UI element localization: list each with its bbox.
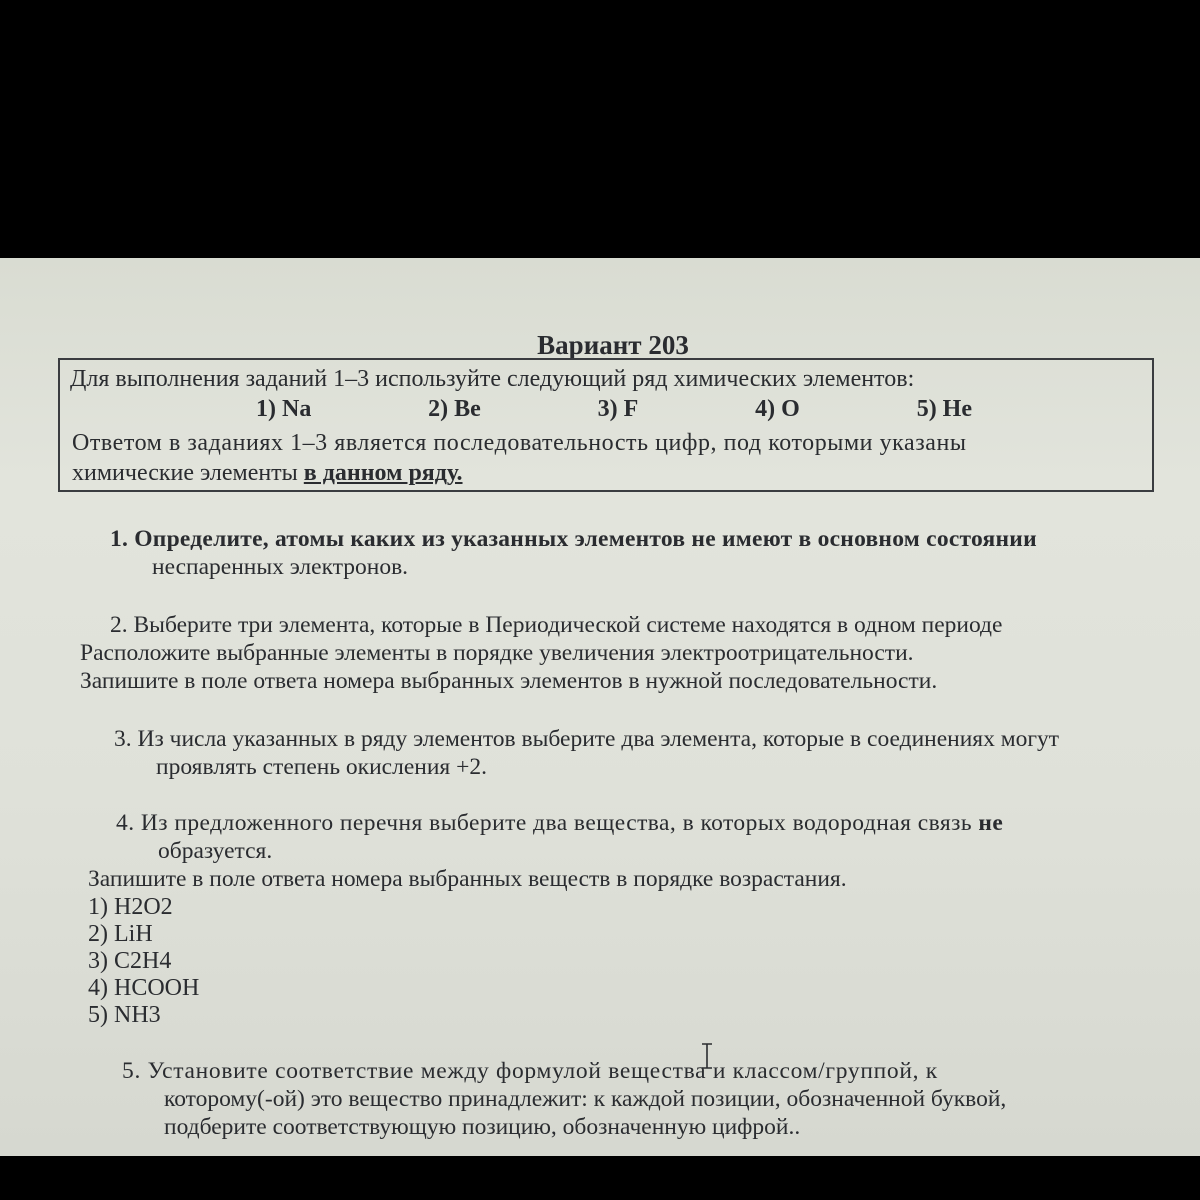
question-2-line1: 2. Выберите три элемента, которые в Периодической системе находятся в одном периоде xyxy=(110,612,1003,638)
question-5-line3: подберите соответствующую позицию, обозначенную цифрой.. xyxy=(164,1114,801,1140)
variant-title: Вариант 203 xyxy=(537,330,689,360)
question-1-line1: 1. Определите, атомы каких из указанных элементов не имеют в основном состоянии xyxy=(110,526,1037,552)
question-4-option-2: 2) LiH xyxy=(88,921,153,947)
element-list xyxy=(256,396,972,423)
element-1: 1) Na xyxy=(256,396,312,422)
box-answer-line2-bold: в данном ряду. xyxy=(303,460,463,486)
question-4-line2: образуется. xyxy=(158,838,273,864)
box-answer-line2-plain: химические элементы xyxy=(72,460,304,486)
instructions-box xyxy=(58,358,1154,492)
question-5-line2: которому(-ой) это вещество принадлежит: к каждой позиции, обозначенной буквой, xyxy=(164,1086,1007,1112)
box-answer-line2 xyxy=(72,460,463,487)
question-4-line3: Запишите в поле ответа номера выбранных веществ в порядке возрастания. xyxy=(88,866,847,892)
question-3-line1: 3. Из числа указанных в ряду элементов выберите два элемента, которые в соединениях могут xyxy=(114,726,1060,752)
question-4-option-5: 5) NH3 xyxy=(88,1002,161,1028)
question-4-option-3: 3) C2H4 xyxy=(88,948,172,974)
question-3-line2: проявлять степень окисления +2. xyxy=(156,754,487,780)
question-4-line1 xyxy=(116,810,1003,837)
question-4-line1-text: 4. Из предложенного перечня выберите два вещества, в которых водородная связь xyxy=(116,810,972,836)
text-cursor-icon xyxy=(700,1042,714,1070)
question-4-option-1: 1) H2O2 xyxy=(88,894,173,920)
box-intro: Для выполнения заданий 1–3 используйте следующий ряд химических элементов: xyxy=(70,366,915,392)
question-4-option-4: 4) HCOOH xyxy=(88,975,200,1001)
question-4-line1-bold: не xyxy=(978,810,1004,836)
element-5: 5) He xyxy=(916,396,972,422)
element-3: 3) F xyxy=(597,396,639,422)
question-2-line3: Запишите в поле ответа номера выбранных элементов в нужной последовательности. xyxy=(80,668,938,694)
question-5-line1: 5. Установите соответствие между формулой вещества и классом/группой, к xyxy=(122,1058,938,1084)
element-4: 4) O xyxy=(755,396,800,422)
document-page xyxy=(0,258,1200,1156)
question-2-line2: Расположите выбранные элементы в порядке увеличения электроотрицательности. xyxy=(80,640,914,666)
box-answer-line1: Ответом в заданиях 1–3 является последовательность цифр, под которыми указаны xyxy=(72,430,967,456)
question-1-line2: неспаренных электронов. xyxy=(152,554,409,580)
element-2: 2) Be xyxy=(428,396,481,422)
